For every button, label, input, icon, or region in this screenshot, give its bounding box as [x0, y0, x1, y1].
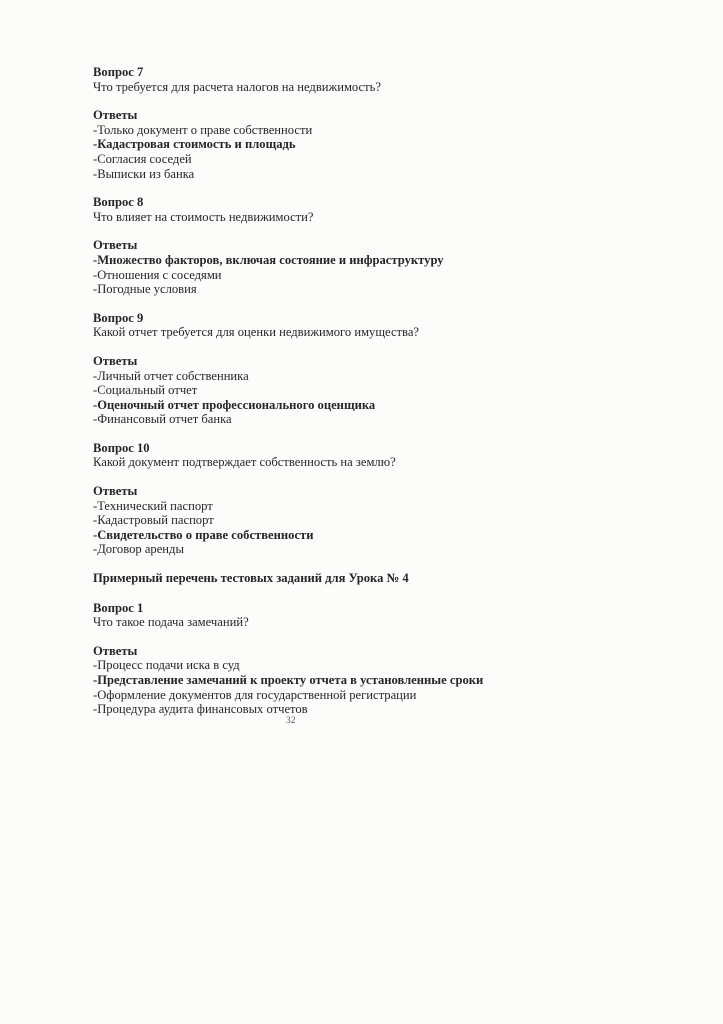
answer-option: -Погодные условия: [93, 282, 197, 297]
answer-option: -Кадастровый паспорт: [93, 513, 214, 528]
answers-label: Ответы: [93, 238, 138, 253]
answer-option: -Оформление документов для государственной регистрации: [93, 687, 417, 702]
correct-answer: -Свидетельство о праве собственности: [93, 527, 314, 542]
correct-answer: -Оценочный отчет профессионального оценщика: [93, 397, 376, 412]
page-number: 32: [286, 716, 296, 726]
answer-option: -Социальный отчет: [93, 383, 198, 398]
answer-option: -Только документ о праве собственности: [93, 122, 313, 137]
answer-option: -Процесс подачи иска в суд: [93, 658, 240, 673]
correct-answer: -Представление замечаний к проекту отчета в установленные сроки: [93, 673, 484, 687]
answers-label: Ответы: [93, 108, 138, 123]
answer-option: -Финансовый отчет банка: [93, 412, 232, 427]
question-label: Вопрос 7: [93, 65, 144, 79]
question-text: Что такое подача замечаний?: [93, 615, 249, 630]
answer-option: -Договор аренды: [93, 542, 184, 557]
answers-label: Ответы: [93, 643, 138, 658]
document-body: [93, 65, 513, 731]
question-label: Вопрос 1: [93, 600, 144, 615]
answers-label: Ответы: [93, 353, 138, 368]
correct-answer: -Кадастровая стоимость и площадь: [93, 137, 296, 152]
answer-option: -Согласия соседей: [93, 151, 192, 166]
answers-label: Ответы: [93, 484, 138, 499]
question-text: Что требуется для расчета налогов на недвижимость?: [93, 79, 381, 94]
section-heading: Примерный перечень тестовых заданий для Урока № 4: [93, 571, 409, 586]
answer-option: -Личный отчет собственника: [93, 368, 249, 383]
answer-option: -Отношения с соседями: [93, 267, 222, 282]
question-text: Что влияет на стоимость недвижимости?: [93, 209, 314, 224]
question-label: Вопрос 8: [93, 195, 144, 210]
question-label: Вопрос 10: [93, 440, 150, 455]
answer-option: -Технический паспорт: [93, 498, 213, 513]
correct-answer: -Множество факторов, включая состояние и инфраструктуру: [93, 252, 444, 267]
answer-option: -Процедура аудита финансовых отчетов: [93, 702, 308, 717]
answer-option: -Выписки из банка: [93, 166, 195, 181]
question-text: Какой отчет требуется для оценки недвижимого имущества?: [93, 325, 420, 340]
question-label: Вопрос 9: [93, 310, 144, 325]
question-text: Какой документ подтверждает собственность на землю?: [93, 455, 396, 470]
